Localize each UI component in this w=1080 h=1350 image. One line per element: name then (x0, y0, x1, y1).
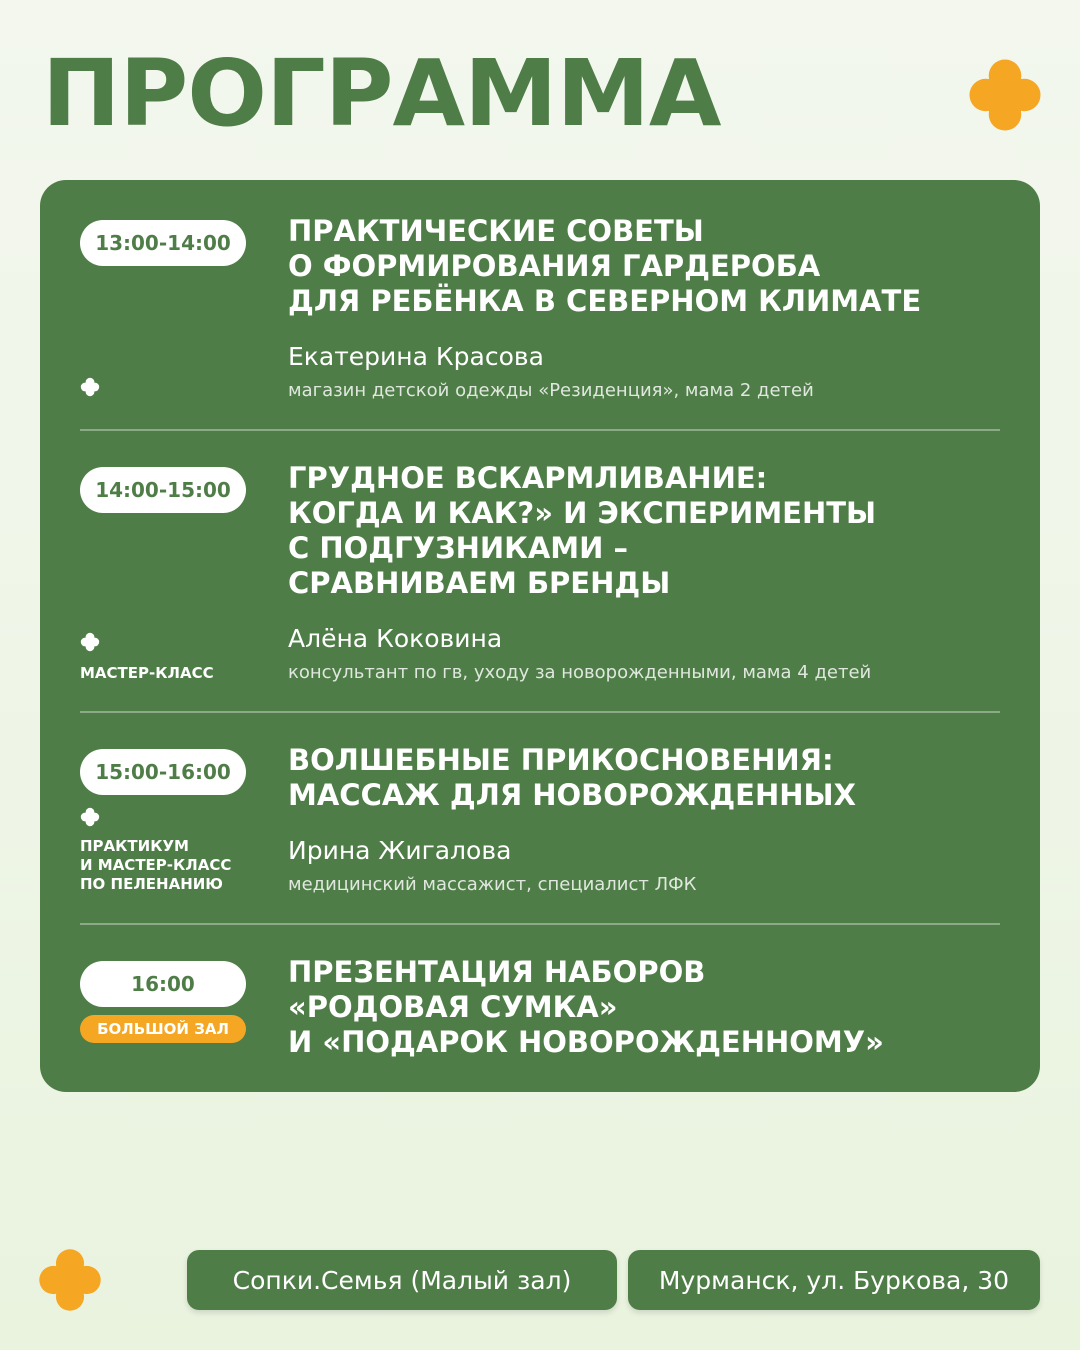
speaker-name: Екатерина Красова (288, 342, 544, 371)
time-pill: 15:00-16:00 (80, 749, 246, 795)
hall-badge: БОЛЬШОЙ ЗАЛ (80, 1015, 246, 1043)
event-title: ВОЛШЕБНЫЕ ПРИКОСНОВЕНИЯ: МАССАЖ ДЛЯ НОВОРОЖДЕННЫХ (288, 743, 856, 812)
divider (80, 923, 1000, 925)
venue-pill: Сопки.Семья (Малый зал) (187, 1250, 617, 1310)
event-tag: ПРАКТИКУМ И МАСТЕР-КЛАСС ПО ПЕЛЕНАНИЮ (80, 837, 232, 893)
speaker-description: консультант по гв, уходу за новорожденными, мама 4 детей (288, 662, 872, 683)
event-title: ПРАКТИЧЕСКИЕ СОВЕТЫ О ФОРМИРОВАНИЯ ГАРДЕРОБА ДЛЯ РЕБЁНКА В СЕВЕРНОМ КЛИМАТЕ (288, 214, 922, 318)
event-title: ПРЕЗЕНТАЦИЯ НАБОРОВ «РОДОВАЯ СУМКА» И «ПОДАРОК НОВОРОЖДЕННОМУ» (288, 955, 884, 1059)
clover-icon (38, 1248, 102, 1312)
schedule-card (40, 180, 1040, 1092)
clover-icon (80, 807, 100, 827)
divider (80, 429, 1000, 431)
speaker-description: магазин детской одежды «Резиденция», мама 2 детей (288, 380, 814, 401)
time-pill: 13:00-14:00 (80, 220, 246, 266)
time-pill: 16:00 (80, 961, 246, 1007)
divider (80, 711, 1000, 713)
clover-icon (80, 377, 100, 397)
address-pill: Мурманск, ул. Буркова, 30 (628, 1250, 1040, 1310)
time-pill: 14:00-15:00 (80, 467, 246, 513)
speaker-name: Алёна Коковина (288, 624, 503, 653)
speaker-name: Ирина Жигалова (288, 836, 512, 865)
clover-icon (968, 58, 1042, 132)
event-tag: МАСТЕР-КЛАСС (80, 664, 214, 682)
speaker-description: медицинский массажист, специалист ЛФК (288, 874, 697, 895)
page-title: ПРОГРАММА (42, 40, 721, 147)
event-title: ГРУДНОЕ ВСКАРМЛИВАНИЕ: КОГДА И КАК?» И ЭКСПЕРИМЕНТЫ С ПОДГУЗНИКАМИ – СРАВНИВАЕМ БРЕНДЫ (288, 461, 877, 600)
clover-icon (80, 632, 100, 652)
